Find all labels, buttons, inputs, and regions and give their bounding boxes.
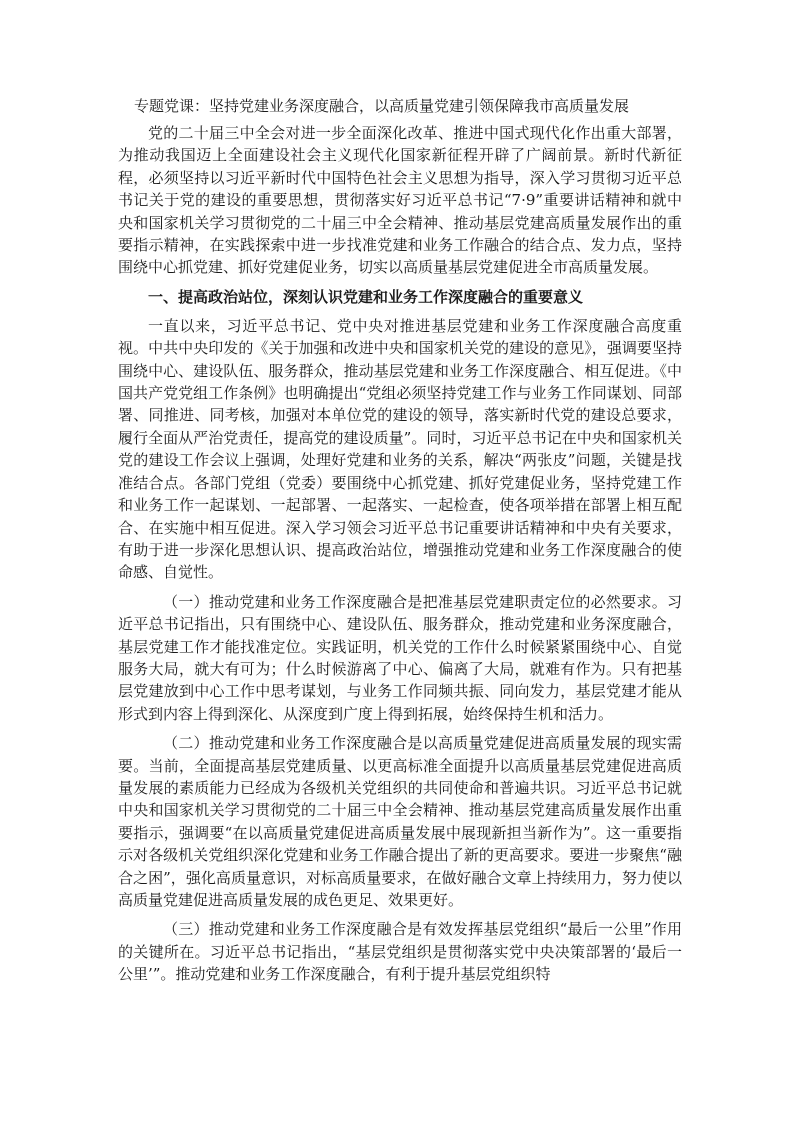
document-page bbox=[118, 94, 682, 993]
document-title: 专题党课：坚持党建业务深度融合，以高质量党建引领保障我市高质量发展 bbox=[134, 97, 630, 115]
section-1-paragraph: 一直以来，习近平总书记、党中央对推进基层党建和业务工作深度融合高度重视。中共中央印发的《关于加强和改进中央和国家机关党的建设的意见》，强调要坚持围绕中心、建设队伍、服务群众，推动基层党建和业务工作深度融合、相互促进。《中国共产党党组工作条例》也明确提出“党组必须坚持党建工作与业务工作同谋划、同部署、同推进、同考核，加强对本单位党的建设的领导，落实新时代党的建设总要求，履行全面从严治党责任，提高党的建设质量”。同时，习近平总书记在中央和国家机关党的建设工作会议上强调，处理好党建和业务的关系，解决“两张皮”问题，关键是找准结合点。各部门党组（党委）要围绕中心抓党建、抓好党建促业务，坚持党建工作和业务工作一起谋划、一起部署、一起落实、一起检查，使各项举措在部署上相互配合、在实施中相互促进。深入学习领会习近平总书记重要讲话精神和中央有关要求，有助于进一步深化思想认识、提高政治站位，增强推动党建和业务工作深度融合的使命感、自觉性。 bbox=[118, 316, 682, 582]
point-1-paragraph: （一）推动党建和业务工作深度融合是把准基层党建职责定位的必然要求。习近平总书记指出，只有围绕中心、建设队伍、服务群众，推动党建和业务深度融合，基层党建工作才能找准定位。实践证明，机关党的工作什么时候紧紧围绕中心、自觉服务大局，就大有可为；什么时候游离了中心、偏离了大局，就难有作为。只有把基层党建放到中心工作中思考谋划，与业务工作同频共振、同向发力，基层党建才能从形式到内容上得到深化、从深度到广度上得到拓展，始终保持生机和活力。 bbox=[118, 592, 682, 723]
point-2-paragraph: （二）推动党建和业务工作深度融合是以高质量党建促进高质量发展的现实需要。当前，全面提高基层党建质量、以更高标准全面提升以高质量基层党建促进高质量发展的素质能力已经成为各级机关党组织的共同使命和普遍共识。习近平总书记就中央和国家机关学习贯彻党的二十届三中全会精神、推动基层党建高质量发展作出重要指示，强调要“在以高质量党建促进高质量发展中展现新担当新作为”。这一重要指示对各级机关党组织深化党建和业务工作融合提出了新的更高要求。要进一步聚焦“融合之困”，强化高质量意识，对标高质量要求，在做好融合文章上持续用力，努力使以高质量党建促进高质量发展的成色更足、效果更好。 bbox=[118, 734, 682, 909]
intro-paragraph: 党的二十届三中全会对进一步全面深化改革、推进中国式现代化作出重大部署，为推动我国迈上全面建设社会主义现代化国家新征程开辟了广阔前景。新时代新征程，必须坚持以习近平新时代中国特色社会主义思想为指导，深入学习贯彻习近平总书记关于党的建设的重要思想，贯彻落实好习近平总书记“7·9”重要讲话精神和就中央和国家机关学习贯彻党的二十届三中全会精神、推动基层党建高质量发展作出的重要指示精神，在实践探索中进一步找准党建和业务工作融合的结合点、发力点，坚持围绕中心抓党建、抓好党建促业务，切实以高质量基层党建促进全市高质量发展。 bbox=[118, 124, 682, 277]
point-3-paragraph: （三）推动党建和业务工作深度融合是有效发挥基层党组织“最后一公里”作用的关键所在。习近平总书记指出，“基层党组织是贯彻落实党中央决策部署的‘最后一公里’”。推动党建和业务工作深度融合，有利于提升基层党组织特 bbox=[118, 920, 682, 984]
section-1-heading: 一、提高政治站位，深刻认识党建和业务工作深度融合的重要意义 bbox=[148, 287, 584, 306]
